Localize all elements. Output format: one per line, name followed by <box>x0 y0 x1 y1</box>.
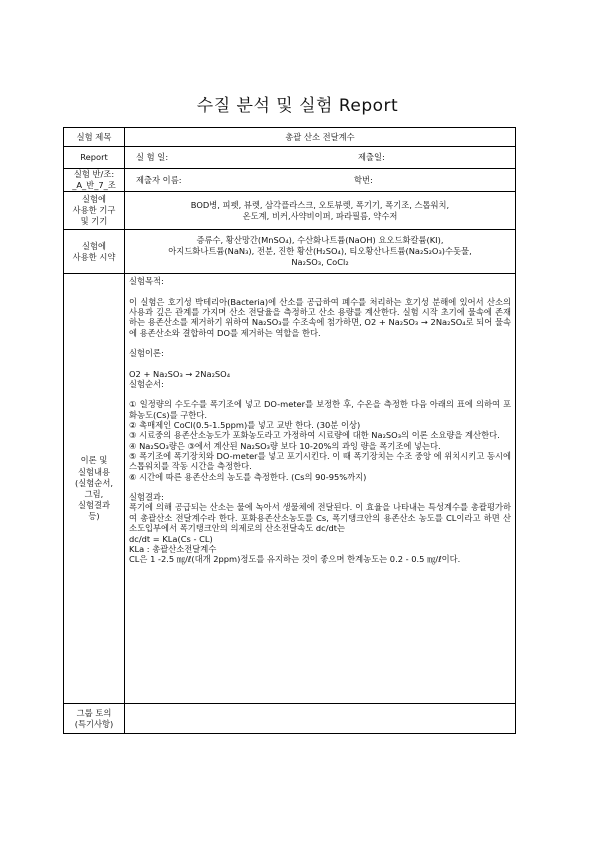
row-group-submitter <box>64 169 516 192</box>
result-text: 폭기에 의해 공급되는 산소는 물에 녹아서 생물체에 전달된다. 이 효율을 나타내는 특성계수를 총괄평가하여 총괄산소 전달계수라 한다. 포화용존산소농도를 Cs, 폭기탱크안의 용존산소 농도를 CL이라고 하면 산소도입부에서 폭기탱크안의 의제로의 산소전달속도 dc/dt는 <box>129 502 511 534</box>
body-label-line6: 등) <box>88 511 100 522</box>
purpose-heading: 실험목적: <box>129 276 164 287</box>
result-heading: 실험결과: <box>129 492 164 503</box>
result-formula: dc/dt = KLa(Cs - CL) <box>129 533 213 544</box>
procedure-step-1: ① 일정량의 수도수를 폭기조에 넣고 DO-meter를 보정한 후, 수온을 측정한 다음 아래의 표에 의하여 포화농도(Cs)를 구한다. <box>129 399 511 420</box>
reagents-value[interactable] <box>125 230 516 274</box>
reagents-label-line1: 실험에 <box>81 240 107 251</box>
body-label <box>64 274 125 704</box>
discussion-label-line1: 그룹 토의 <box>76 707 112 718</box>
report-label: Report <box>64 147 125 169</box>
body-label-line3: (실험순서, <box>75 477 113 488</box>
group-label <box>64 169 125 192</box>
tools-label <box>64 192 125 230</box>
experiment-date-field[interactable]: 실 험 일: <box>136 152 169 163</box>
reagents-line1: 증류수, 황산망간(MnSO₄), 수산화나트륨(NaOH) 요오드화칼륨(KI), <box>196 235 444 246</box>
procedure-heading: 실험순서: <box>129 378 164 389</box>
row-experiment-name <box>64 128 516 147</box>
discussion-value[interactable] <box>125 704 516 734</box>
dates-cell <box>125 147 516 169</box>
body-label-line5: 실험결과 <box>77 500 111 511</box>
submit-date-field[interactable]: 제출일: <box>358 152 385 163</box>
group-label-line1: 실험 반/조: <box>73 169 115 179</box>
report-table <box>63 127 516 734</box>
row-body <box>64 274 516 704</box>
procedure-step-2: ② 촉매제인 CoCl(0.5-1.5ppm)를 넣고 교반 한다. (30분 이상) <box>129 419 361 430</box>
theory-heading: 실험이론: <box>129 348 164 359</box>
body-content[interactable] <box>125 274 516 704</box>
cl-note: CL은 1 -2.5 ㎎/ℓ(대개 2ppm)정도를 유지하는 것이 좋으며 한계농도는 0.2 - 0.5 ㎎/ℓ이다. <box>129 554 461 565</box>
row-reagents <box>64 230 516 274</box>
reagents-line3: Na₂SO₃, CoCl₂ <box>291 257 349 268</box>
tools-label-line3: 및 기기 <box>80 216 108 227</box>
theory-equation: O2 + Na₂SO₃ → 2Na₂SO₄ <box>129 368 231 379</box>
tools-label-line1: 실험에 <box>81 194 107 205</box>
discussion-label <box>64 704 125 734</box>
procedure-step-6: ⑥ 시간에 따른 용존산소의 농도를 측정한다. (Cs의 90-95%까지) <box>129 471 367 482</box>
body-label-line2: 실험내용 <box>77 466 111 477</box>
reagents-label <box>64 230 125 274</box>
procedure-step-3: ③ 시료중의 용존산소농도가 포화농도라고 가정하여 시료량에 대한 Na₂SO₃의 이론 소요량을 계산한다. <box>129 430 500 441</box>
student-id-field[interactable]: 학번: <box>354 175 373 185</box>
kla-definition: KLa : 총괄산소전달계수 <box>129 543 217 554</box>
body-label-line4: 그림, <box>84 488 104 499</box>
document-title: 수질 분석 및 실험 Report <box>196 96 399 116</box>
tools-line1: BOD병, 피펫, 뷰렛, 삼각플라스크, 오토뷰렛, 폭기기, 폭기조, 스톱워치, <box>190 199 450 210</box>
body-label-line1: 이론 및 <box>80 455 108 466</box>
discussion-label-line2: (특기사항) <box>74 718 114 729</box>
row-tools <box>64 192 516 230</box>
tools-line2: 온도계, 비커,사약비이퍼, 파라필름, 약수저 <box>242 210 398 221</box>
tools-value[interactable] <box>125 192 516 230</box>
submitter-cell <box>125 169 516 192</box>
reagents-label-line2: 사용한 시약 <box>72 251 116 262</box>
tools-label-line2: 사용한 기구 <box>72 205 116 216</box>
submitter-name-field[interactable]: 제출자 이름: <box>136 175 182 185</box>
experiment-name-value[interactable]: 총괄 산소 전달계수 <box>125 128 516 147</box>
experiment-name-label: 실험 제목 <box>64 128 125 147</box>
row-report-dates <box>64 147 516 169</box>
group-label-line2[interactable]: _A_반_7_조 <box>72 180 116 191</box>
procedure-step-5: ⑤ 폭기조에 폭기장치와 DO-meter를 넣고 포기시킨다. 이 때 폭기장치는 수조 중앙 에 위치시키고 동시에 스톱워치를 작동 시간을 측정한다. <box>129 451 512 472</box>
procedure-step-4: ④ Na₂SO₃량은 ③에서 계산된 Na₂SO₃량 보다 10-20%의 과잉 량을 폭기조에 넣는다. <box>129 440 441 451</box>
row-discussion <box>64 704 516 734</box>
purpose-text: 이 실험은 호기성 박테리아(Bacteria)에 산소를 공급하여 폐수를 처리하는 호기성 분해에 있어서 산소의 사용과 깊은 관계를 가지며 산소 전달율을 측정하고 산소 용량를 계산한다. 실험 시작 초기에 물속에 존재하는 용존산소를 제거하기 위하여 Na₂SO₃를 수조속에 첨가하면, O2 + Na₂SO₃ → 2Na₂SO₄로 되어 물속에 용존산소와 결합하여 DO를 제거하는 역할을 한다. <box>129 296 511 338</box>
reagents-line2: 아지드화나트륨(NaN₃), 전분, 진한 황산(H₂SO₄), 티오황산나트륨(Na₂S₂O₃)수돗물, <box>168 246 472 257</box>
